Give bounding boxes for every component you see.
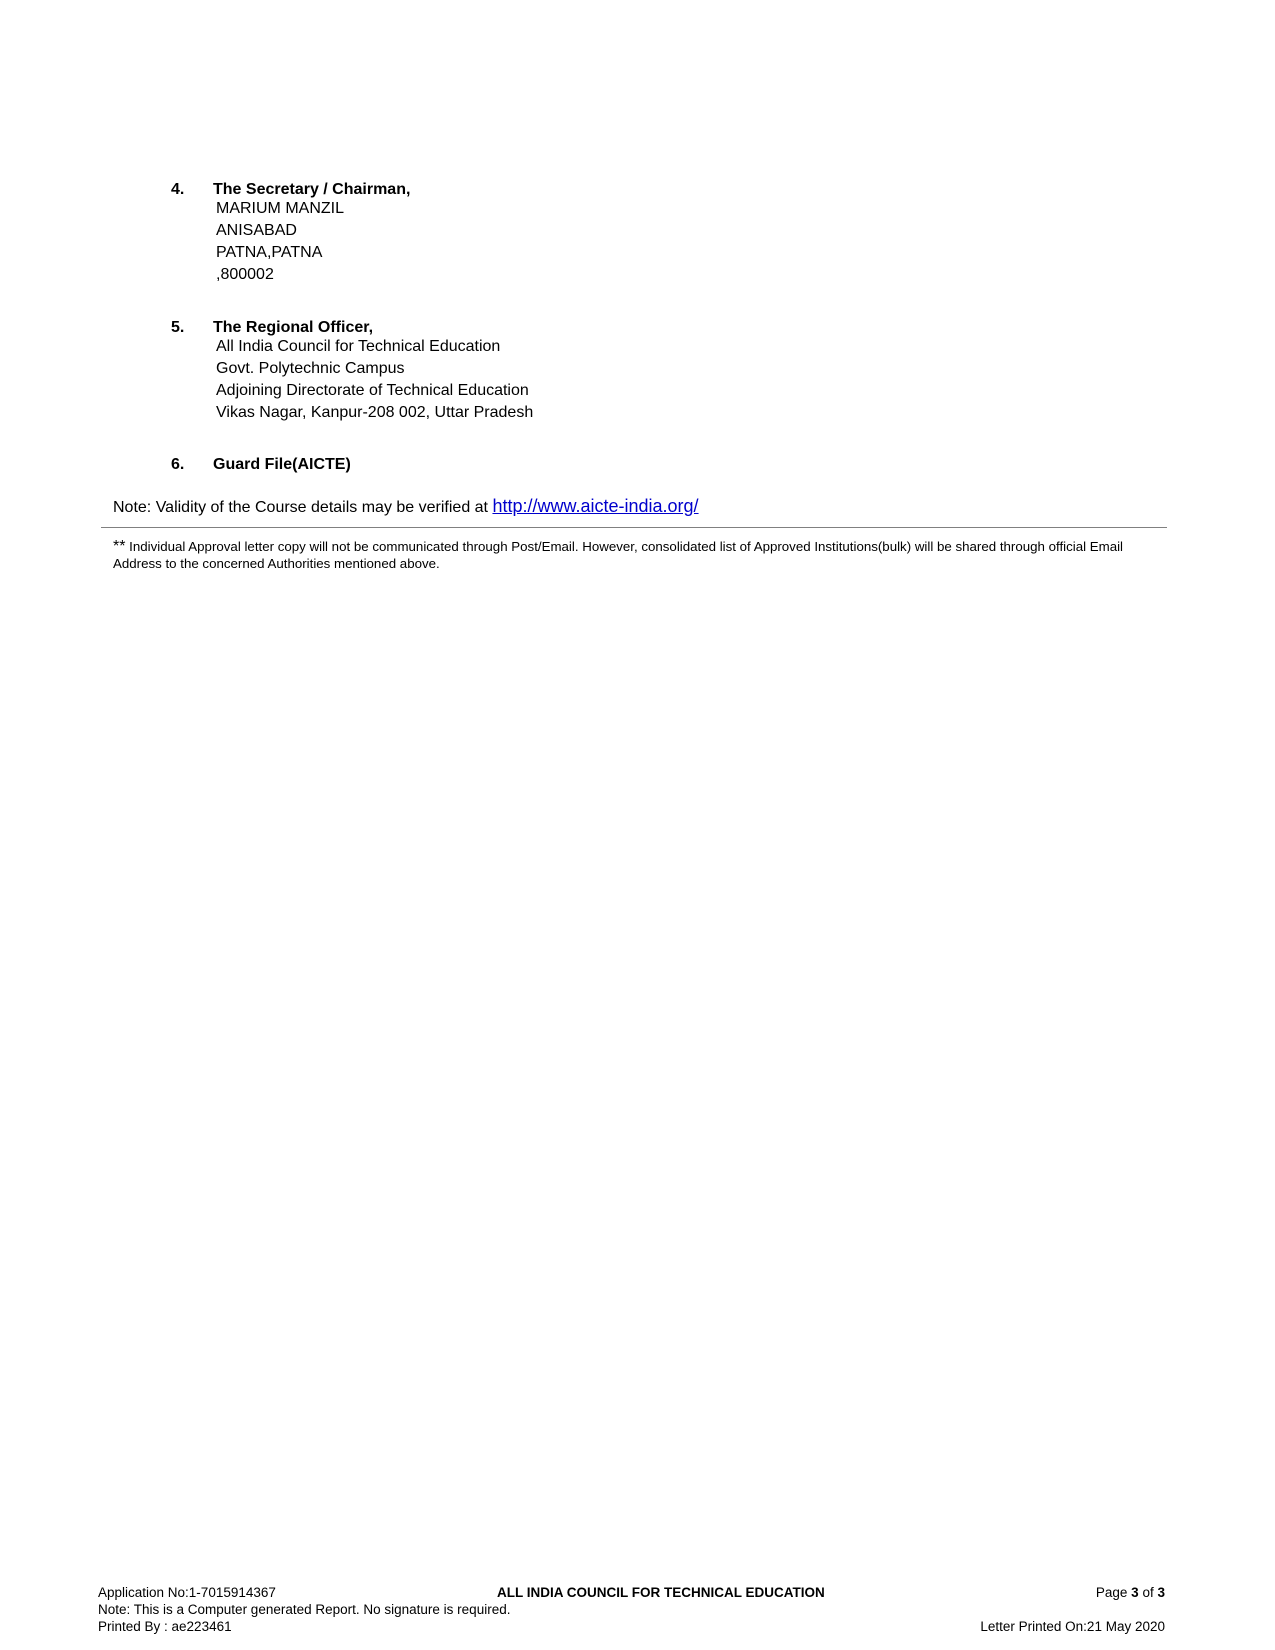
footer-page-prefix: Page <box>1095 1585 1128 1600</box>
disclaimer-text: Individual Approval letter copy will not be communicated through Post/Email. However, consolidated list of Approved Institutions(bulk) will be shared through official Email Address to the concerned Authorities mentioned above. <box>113 539 1124 571</box>
entry-4-title: The Secretary / Chairman, <box>213 181 411 198</box>
aicte-website-link[interactable]: http://www.aicte-india.org/ <box>492 496 699 516</box>
entry-4-line-4: ,800002 <box>216 266 274 283</box>
entry-4-line-1: MARIUM MANZIL <box>216 200 344 217</box>
entry-5-line-1: All India Council for Technical Education <box>216 338 501 355</box>
entry-5-line-4: Vikas Nagar, Kanpur-208 002, Uttar Pradesh <box>216 404 534 421</box>
footer-computer-note: Note: This is a Computer generated Report. No signature is required. <box>98 1602 511 1617</box>
footer-page-number <box>1096 1584 1165 1601</box>
disclaimer-stars: ** <box>113 538 126 555</box>
footer-page-of: of <box>1142 1585 1154 1600</box>
footer-application-no: Application No:1-7015914367 <box>98 1585 276 1600</box>
entry-5-title: The Regional Officer, <box>213 319 374 336</box>
entry-5-number: 5. <box>171 319 185 336</box>
disclaimer <box>113 538 1163 572</box>
validity-note-text: Note: Validity of the Course details may be verified at <box>113 499 488 516</box>
footer-printed-by: Printed By : ae223461 <box>98 1619 232 1634</box>
footer-page-current: 3 <box>1131 1585 1139 1600</box>
entry-4-number: 4. <box>171 181 185 198</box>
validity-note <box>113 495 699 519</box>
entry-4-line-2: ANISABAD <box>216 222 297 239</box>
entry-6-number: 6. <box>171 456 185 473</box>
entry-4-line-3: PATNA,PATNA <box>216 244 323 261</box>
horizontal-divider <box>101 527 1167 528</box>
entry-6-title: Guard File(AICTE) <box>213 456 351 473</box>
footer-printed-on: Letter Printed On:21 May 2020 <box>980 1619 1165 1634</box>
footer-page-total: 3 <box>1157 1585 1165 1600</box>
footer-org-name: ALL INDIA COUNCIL FOR TECHNICAL EDUCATION <box>497 1585 825 1600</box>
entry-5-line-2: Govt. Polytechnic Campus <box>216 360 405 377</box>
entry-5-line-3: Adjoining Directorate of Technical Education <box>216 382 529 399</box>
